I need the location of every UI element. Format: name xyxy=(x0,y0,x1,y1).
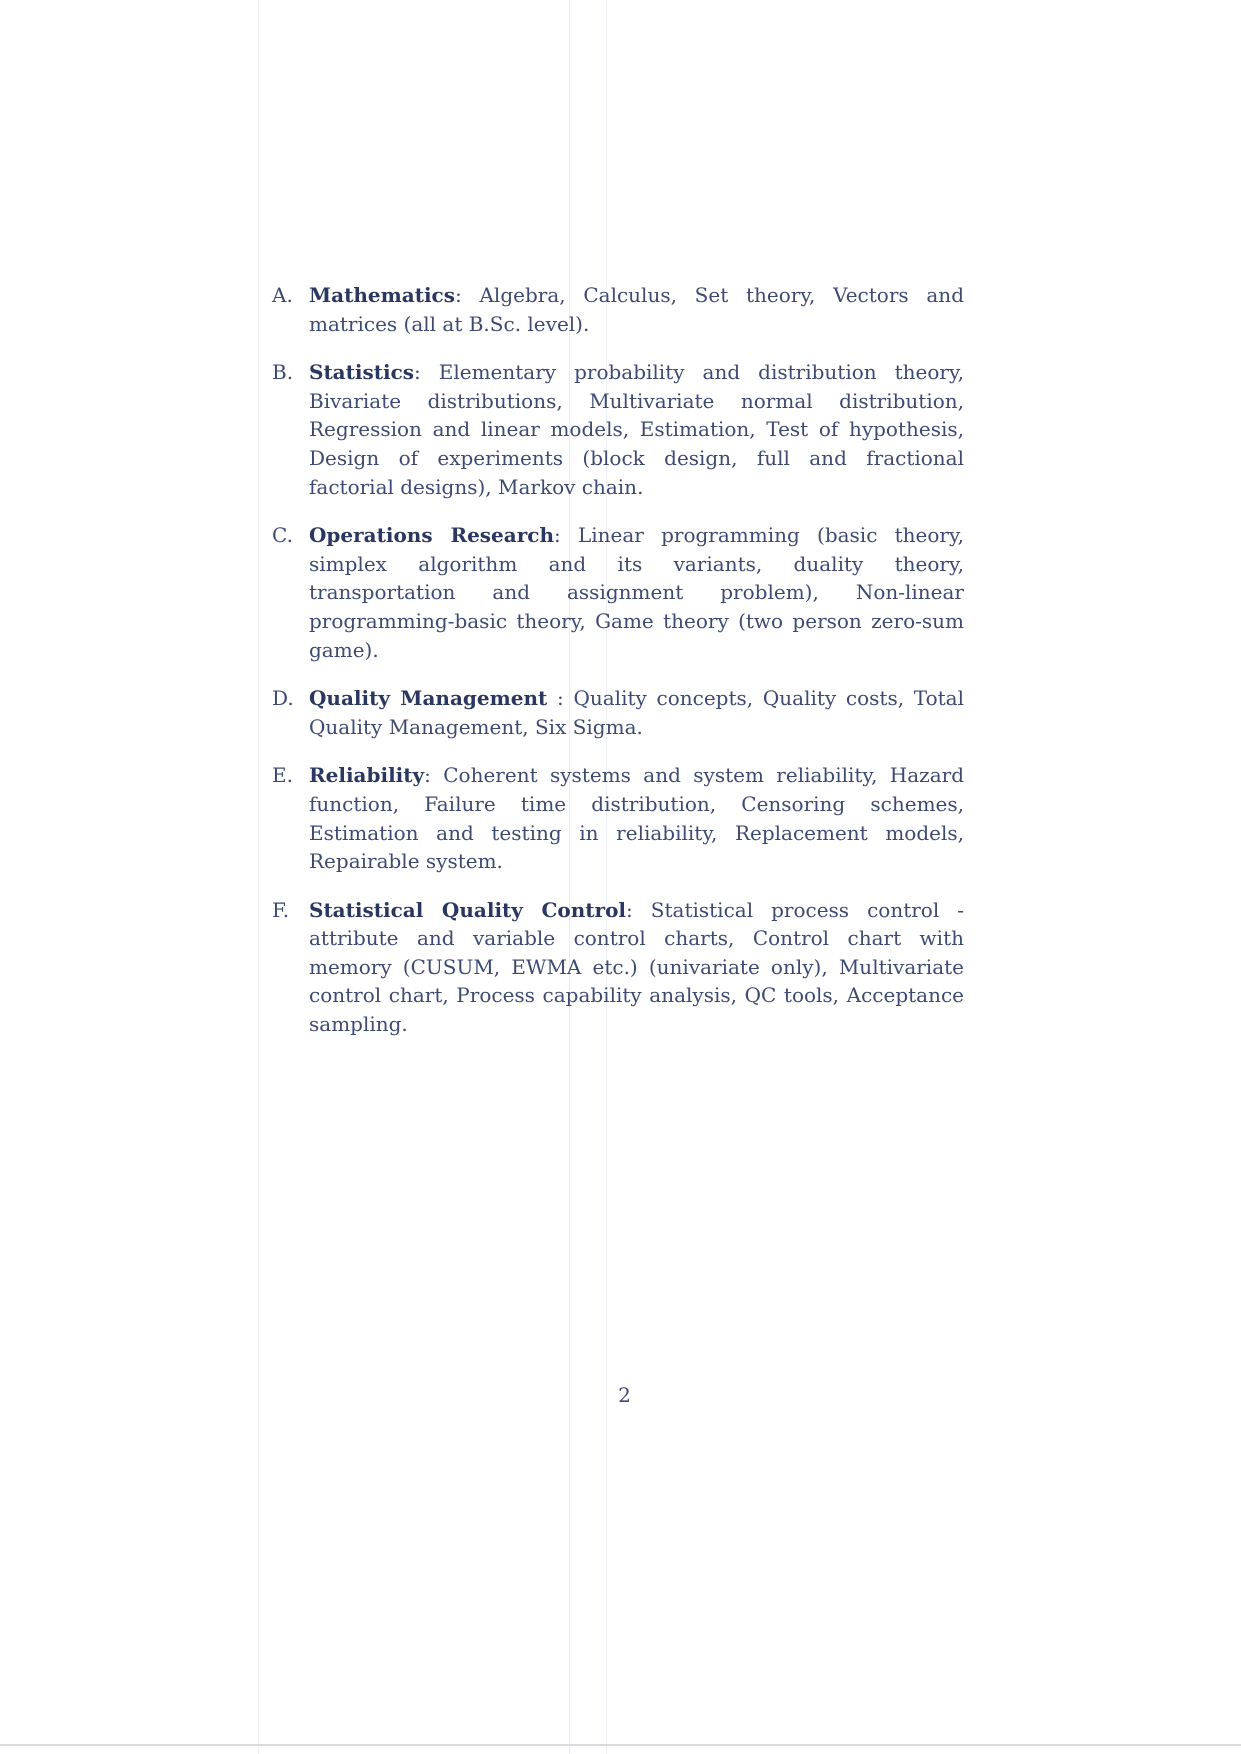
item-marker: D. xyxy=(272,686,294,711)
item-body: : Quality concepts, Quality costs, Total Quality Management, Six Sigma. xyxy=(309,686,964,739)
item-marker: C. xyxy=(272,523,293,548)
item-heading: Reliability xyxy=(309,763,425,788)
page-bottom-edge xyxy=(0,1744,1241,1746)
item-marker: E. xyxy=(272,763,293,788)
list-item-operations-research xyxy=(272,521,964,664)
item-body: : Linear programming (basic theory, simplex algorithm and its variants, duality theory, transportation and assignment problem), Non-linear programming-basic theory, Game theory (two person zero-sum game). xyxy=(309,523,964,662)
item-body: : Coherent systems and system reliability, Hazard function, Failure time distribution, Censoring schemes, Estimation and testing in reliability, Replacement models, Repairable system. xyxy=(309,763,964,874)
item-marker: A. xyxy=(272,283,293,307)
list-item-mathematics xyxy=(272,281,964,338)
item-heading: Statistical Quality Control xyxy=(309,897,627,922)
list-item-statistical-quality-control xyxy=(272,896,964,1039)
item-marker: F. xyxy=(272,897,290,922)
scan-artifact-line xyxy=(258,0,259,1754)
item-body: : Elementary probability and distribution theory, Bivariate distributions, Multivariate normal distribution, Regression and linear models, Estimation, Test of hypothesis, Design of experiments (block design, full and fractional factorial designs), Markov chain. xyxy=(309,360,964,499)
item-marker: B. xyxy=(272,360,294,385)
item-body: : Algebra, Calculus, Set theory, Vectors and matrices (all at B.Sc. level). xyxy=(309,283,964,336)
list-item-reliability xyxy=(272,761,964,875)
item-heading: Operations Research xyxy=(309,523,554,548)
list-item-quality-management xyxy=(272,684,964,741)
list-item-statistics xyxy=(272,358,964,501)
syllabus-list xyxy=(272,281,964,1059)
item-heading: Statistics xyxy=(309,360,415,385)
page-number: 2 xyxy=(618,1383,631,1407)
item-heading: Quality Management xyxy=(309,686,548,711)
item-heading: Mathematics xyxy=(309,283,455,307)
item-body: : Statistical process control - attribute and variable control charts, Control chart with memory (CUSUM, EWMA etc.) (univariate only), Multivariate control chart, Process capability analysis, QC tools, Acceptance sampling. xyxy=(309,897,964,1037)
